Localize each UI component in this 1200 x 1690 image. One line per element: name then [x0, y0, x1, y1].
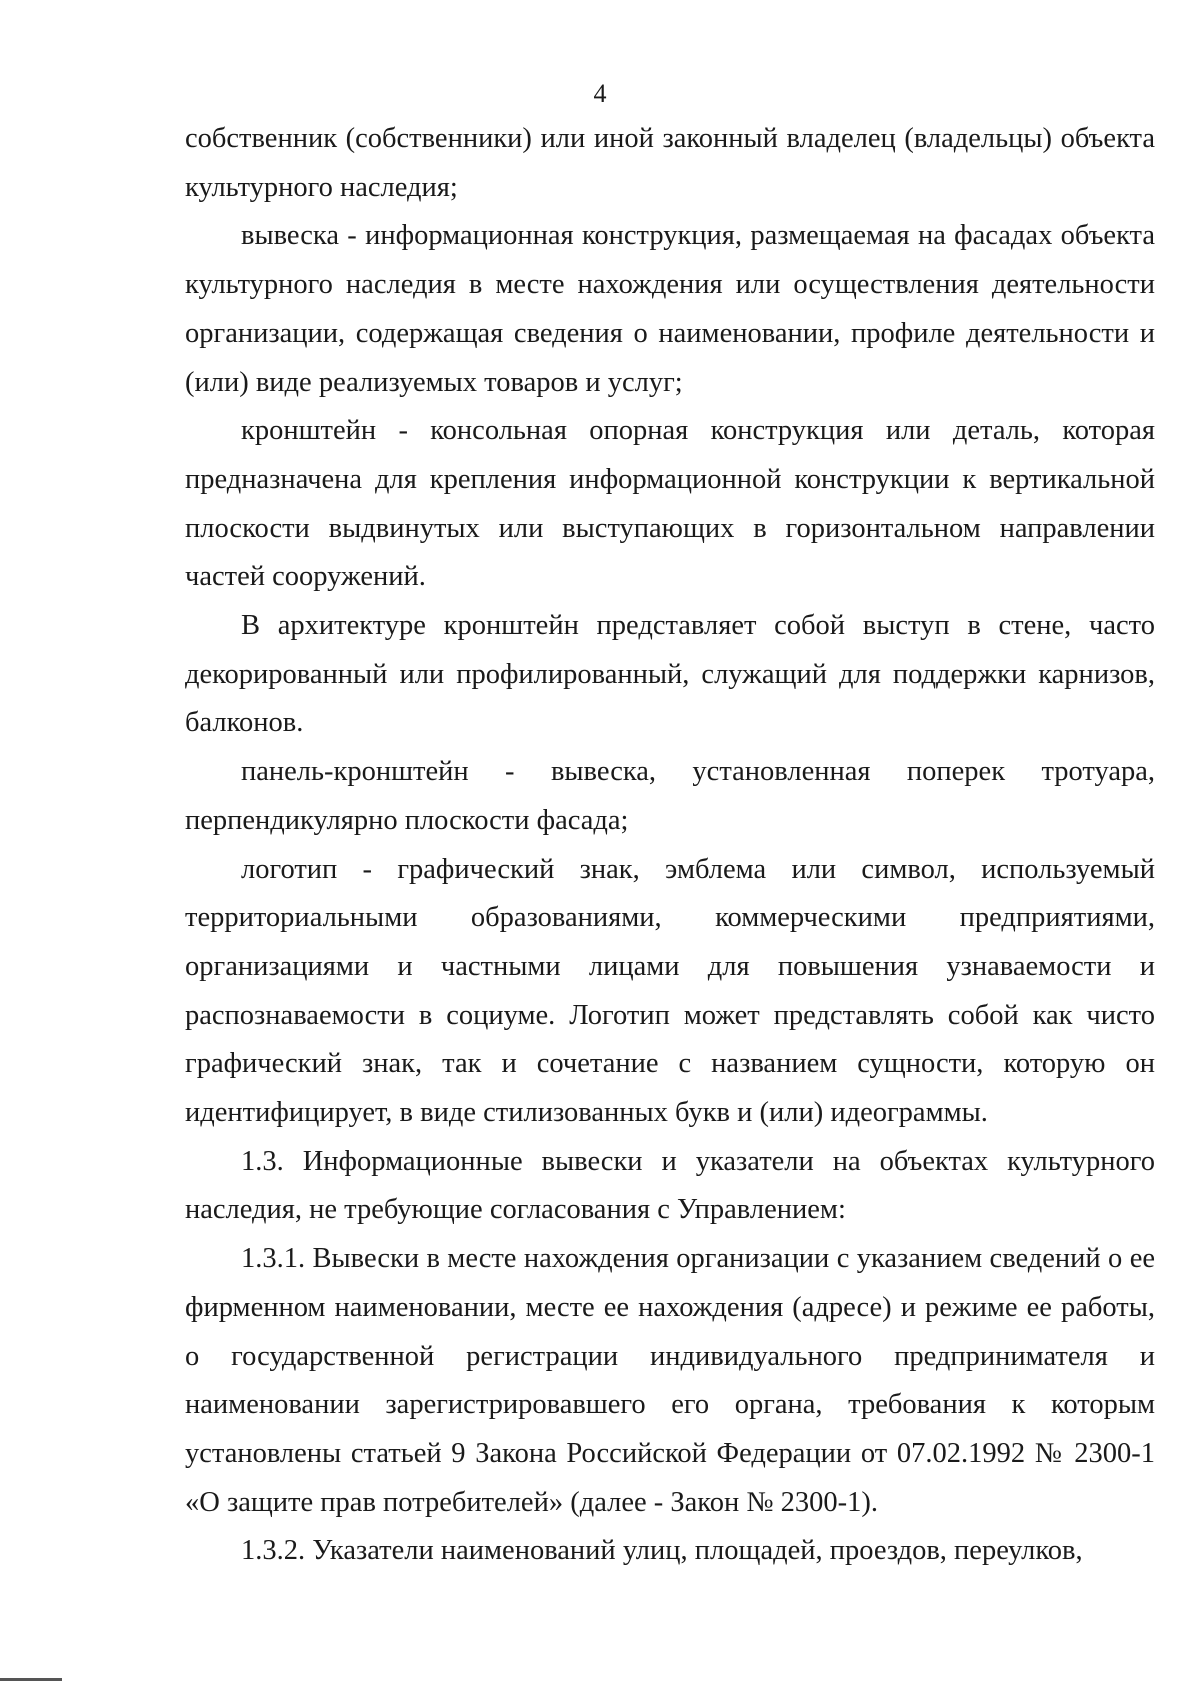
paragraph-section-1-3: 1.3. Информационные вывески и указатели на объектах культурного наследия, не требующие согласования с Управлением:	[185, 1145, 1155, 1226]
paragraph-section-1-3-2: 1.3.2. Указатели наименований улиц, площадей, проездов, переулков,	[241, 1535, 1083, 1567]
document-body	[185, 115, 1155, 1576]
paragraph-signboard-definition: вывеска - информационная конструкция, размещаемая на фасадах объекта культурного наследия в месте нахождения или осуществления деятельности организации, содержащая сведения о наименовании, профиле деятельности и (или) виде реализуемых товаров и услуг;	[185, 220, 1155, 398]
page-number: 4	[593, 79, 607, 108]
paragraph-logo-definition: логотип - графический знак, эмблема или символ, используемый территориальными образованиями, коммерческими предприятиями, организациями и частными лицами для повышения узнаваемости и распознаваемости в социуме. Логотип может представлять собой как чисто графический знак, так и сочетание с названием сущности, которую он идентифицирует, в виде стилизованных букв и (или) идеограммы.	[185, 853, 1155, 1129]
scan-edge-mark	[0, 1678, 62, 1681]
paragraph-owner-continuation: собственник (собственники) или иной законный владелец (владельцы) объекта культурного наследия;	[185, 123, 1155, 203]
paragraph-section-1-3-1: 1.3.1. Вывески в месте нахождения организации с указанием сведений о ее фирменном наименовании, месте ее нахождения (адресе) и режиме ее работы, о государственной регистрации индивидуального предпринимателя и наименовании зарегистрировавшего его органа, требования к которым установлены статьей 9 Закона Российской Федерации от 07.02.1992 № 2300-1 «О защите прав потребителей» (далее - Закон № 2300-1).	[185, 1243, 1155, 1518]
paragraph-panel-bracket-definition: панель-кронштейн - вывеска, установленная поперек тротуара, перпендикулярно плоскости фасада;	[185, 756, 1155, 836]
paragraph-bracket-definition: кронштейн - консольная опорная конструкция или деталь, которая предназначена для крепления информационной конструкции к вертикальной плоскости выдвинутых или выступающих в горизонтальном направлении частей сооружений.	[185, 415, 1155, 593]
paragraph-bracket-architecture: В архитектуре кронштейн представляет собой выступ в стене, часто декорированный или профилированный, служащий для поддержки карнизов, балконов.	[185, 610, 1155, 739]
